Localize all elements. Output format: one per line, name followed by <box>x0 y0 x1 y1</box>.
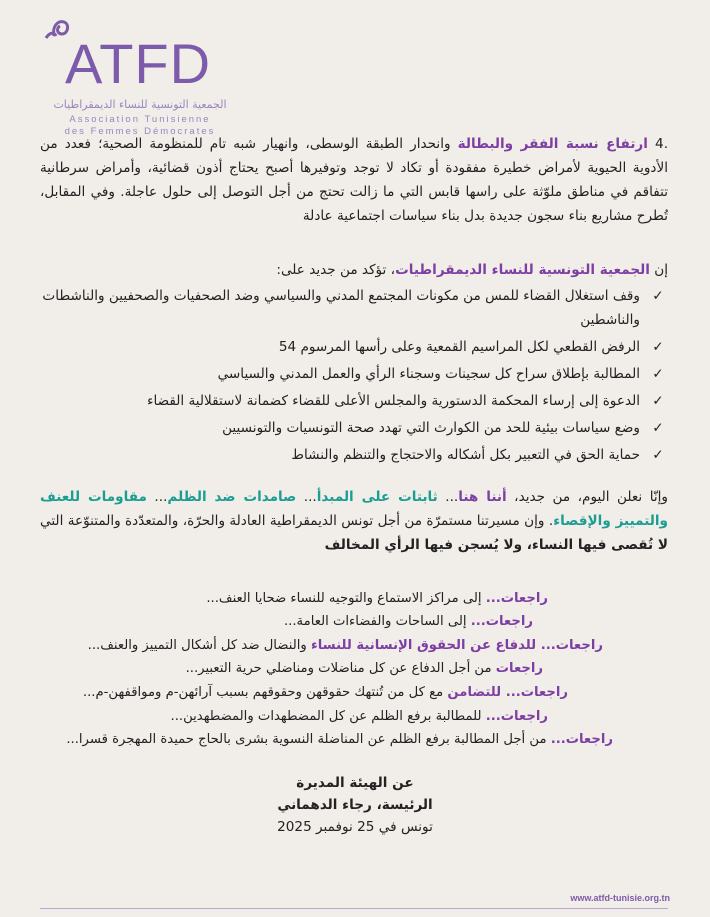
demands-list <box>40 284 668 470</box>
declaration-highlight: صامدات ضد الظلم <box>167 489 297 505</box>
demand-text: حماية الحق في التعبير بكل أشكاله والاحتجاج والتنظم والنشاط <box>291 447 640 463</box>
rajiaat-text: مع كل من تُنتهك حقوقهن وحقوقهم بسبب آرائهن-م ومواقفهن-م... <box>82 685 448 700</box>
check-icon: ✓ <box>652 339 664 355</box>
demand-text: الدعوة إلى إرساء المحكمة الدستورية والمجلس الأعلى للقضاء كضمانة لاستقلالية القضاء <box>147 393 640 409</box>
rajiaat-line-7 <box>40 728 668 752</box>
rajiaat-highlight: للتضامن <box>447 685 506 700</box>
rajiaat-text: من أجل المطالبة برفع الظلم عن المناضلة النسوية بشرى بالحاج حميدة المهجرة قسرا... <box>66 732 551 747</box>
declaration-part: ... <box>437 489 459 505</box>
declaration-highlight: ثابتات على المبدأ <box>316 489 438 505</box>
rajiaat-line-3 <box>40 634 668 658</box>
rajiaat-word: راجعات... <box>485 591 548 606</box>
rajiaat-text: للمطالبة برفع الظلم عن كل المضطهدات والمضطهدين... <box>170 709 486 724</box>
rajiaat-text: إلى مراكز الاستماع والتوجيه للنساء ضحايا العنف... <box>206 591 486 606</box>
org-name: الجمعية التونسية للنساء الديمقراطيات <box>395 262 650 278</box>
declaration-bold: لا تُقصى فيها النساء، ولا يُسجن فيها الرأي المخالف <box>324 537 668 553</box>
demand-text: الرفض القطعي لكل المراسيم القمعية وعلى رأسها المرسوم 54 <box>278 339 640 355</box>
rajiaat-word: راجعات... <box>505 685 568 700</box>
list-item <box>40 443 668 467</box>
signature-date: تونس في 25 نوفمبر 2025 <box>277 819 433 835</box>
rajiaat-text: من أجل الدفاع عن كل مناضلات ومناضلي حرية التعبير... <box>185 661 496 676</box>
point-number: .4 <box>655 136 669 152</box>
rajiaat-line-5 <box>40 681 668 705</box>
check-icon: ✓ <box>652 393 664 409</box>
list-item <box>40 335 668 359</box>
footer-website-link[interactable]: www.atfd-tunisie.org.tn <box>570 893 670 903</box>
signature-president: الرئيسة، رجاء الدهماني <box>277 797 433 813</box>
logo-text: ATFD <box>65 32 212 95</box>
rajiaat-word: راجعات... <box>485 709 548 724</box>
rajiaat-word: راجعات... <box>550 732 613 747</box>
check-icon: ✓ <box>652 366 664 382</box>
rajiaat-line-1 <box>40 587 668 611</box>
rajiaat-text: والنضال ضد كل أشكال التمييز والعنف... <box>87 638 311 653</box>
rajiaat-highlight: للدفاع عن الحقوق الإنسانية للنساء <box>310 638 541 653</box>
rajiaat-word: راجعات... <box>540 638 603 653</box>
declaration-paragraph <box>40 485 668 557</box>
demand-text: المطالبة بإطلاق سراح كل سجينات وسجناء الرأي والعمل المدني والسياسي <box>217 366 640 382</box>
point-4-text: وانحدار الطبقة الوسطى، وانهيار شبه تام للمنظومة الصحية؛ فعدد من الأدوية الحيوية لأمراض خطيرة مفقودة أو تكاد لا توجد وتوفيرها أصبح يحتاج أذون قضائية، وأمراض سرطانية تتفاقم في مناطق ملوّثة على راسها قابس التي ما زالت تحتج من أجل التوصل إلى حلول عاجلة. وفي المقابل، تُطرح مشاريع بناء سجون جديدة بدل بناء سياسات اجتماعية عادلة <box>40 136 668 224</box>
declaration-highlight: مقاومات للعنف والتمييز والإقصاء <box>40 489 668 529</box>
point-4-paragraph <box>40 132 668 228</box>
demand-text: وقف استغلال القضاء للمس من مكونات المجتمع المدني والسياسي وضد الصحفيات والصحفيين والناشطات والناشطين <box>42 288 640 328</box>
list-item <box>40 284 668 332</box>
logo-french-line-1: Association Tunisienne <box>69 114 211 125</box>
declaration-part: ... <box>296 489 317 505</box>
check-icon: ✓ <box>652 420 664 436</box>
intro-suffix: ، تؤكد من جديد على: <box>276 262 396 278</box>
check-icon: ✓ <box>652 447 664 463</box>
declaration-highlight: أننا هنا <box>458 489 507 505</box>
intro-line <box>40 258 668 282</box>
list-item <box>40 362 668 386</box>
check-icon: ✓ <box>652 288 664 304</box>
intro-prefix: إن <box>649 262 668 278</box>
rajiaat-word: راجعات <box>495 661 543 676</box>
point-4-highlight: ارتفاع نسبة الفقر والبطالة <box>457 136 648 152</box>
footer-divider <box>40 908 668 909</box>
declaration-part: وإنّا نعلن اليوم، من جديد، <box>506 489 668 505</box>
rajiaat-word: راجعات... <box>470 614 533 629</box>
declaration-part: . وإن مسيرتنا مستمرّة من أجل تونس الديمقراطية العادلة والحرّة، والمتعدّدة والمتنوّعة التي <box>40 513 554 529</box>
logo-french-line-2: des Femmes Démocrates <box>64 126 216 137</box>
rajiaat-line-2 <box>40 610 668 634</box>
rajiaat-line-6 <box>40 705 668 729</box>
rajiaat-text: إلى الساحات والفضاءات العامة... <box>283 614 471 629</box>
rajiaat-line-4 <box>40 657 668 681</box>
declaration-part: ... <box>146 489 168 505</box>
demand-text: وضع سياسات بيئية للحد من الكوارث التي تهدد صحة التونسيات والتونسيين <box>222 420 640 436</box>
logo-arabic-name: الجمعية التونسية للنساء الديمقراطيات <box>53 98 227 111</box>
signature-org: عن الهيئة المديرة <box>296 775 414 791</box>
list-item <box>40 389 668 413</box>
list-item <box>40 416 668 440</box>
